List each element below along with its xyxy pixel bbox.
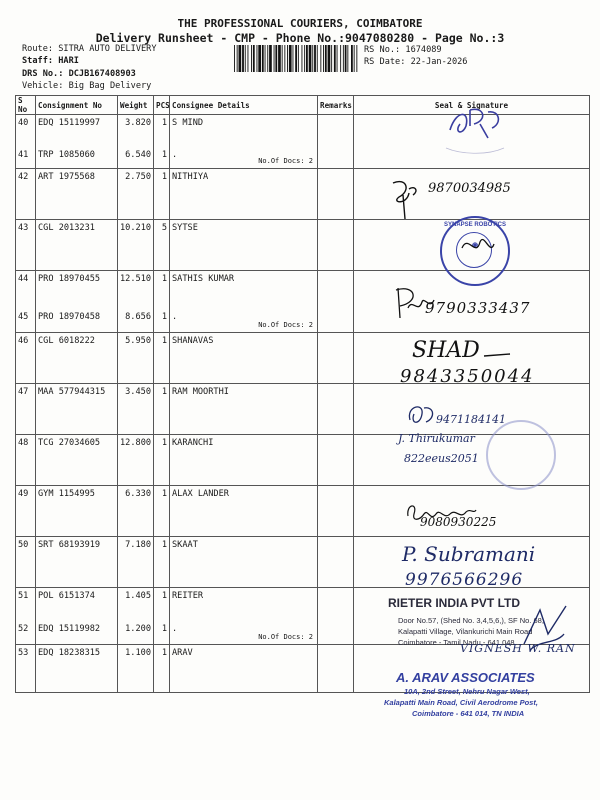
cell-sno	[16, 486, 36, 537]
cell-remarks	[318, 115, 354, 169]
cell-remarks	[318, 220, 354, 271]
cell-consignee	[170, 115, 318, 147]
arav-stamp-line3: Coimbatore - 641 014, TN INDIA	[412, 709, 525, 718]
signature-scribble-43	[458, 232, 498, 262]
rs-number: RS No.: 1674089	[364, 45, 442, 55]
cell-consignee	[170, 537, 318, 588]
rieter-stamp-line3: Coimbatore - Tamil Nadu - 641 048	[398, 638, 515, 647]
cell-consignee-text: SYTSE	[172, 223, 198, 233]
barcode-bar	[306, 45, 308, 72]
cell-consignment-text: MAA 577944315	[38, 387, 106, 397]
cell-weight-text: 12.800	[120, 438, 152, 448]
barcode-bar	[284, 45, 285, 72]
cell-consignee-text: SHANAVAS	[172, 336, 214, 346]
cell-consignment	[36, 537, 118, 588]
cell-consignment-text: EDQ 15119982	[38, 623, 101, 634]
company-title: THE PROFESSIONAL COURIERS, COIMBATORE	[177, 17, 423, 30]
cell-consignee-text: .	[172, 149, 178, 160]
cell-weight	[118, 169, 154, 220]
cell-consignment-text: GYM 1154995	[38, 489, 95, 499]
cell-pcs-text: 1	[161, 489, 167, 499]
cell-weight-text: 2.750	[125, 172, 151, 182]
cell-weight	[118, 220, 154, 271]
cell-consignment	[36, 486, 118, 537]
cell-consignee-text: REITER	[172, 591, 204, 601]
barcode-bar	[234, 45, 235, 72]
rieter-stamp-title: RIETER INDIA PVT LTD	[388, 596, 520, 610]
cell-weight-text: 12.510	[120, 274, 152, 284]
cell-pcs	[154, 435, 170, 486]
barcode-bar	[265, 45, 266, 72]
cell-sno	[16, 435, 36, 486]
cell-pcs-text: 1	[161, 648, 167, 658]
cell-consignee	[170, 621, 318, 645]
cell-consignee	[170, 486, 318, 537]
cell-weight-text: 3.820	[125, 118, 151, 128]
cell-remarks	[318, 271, 354, 333]
cell-consignee	[170, 333, 318, 384]
barcode-bar	[257, 45, 258, 72]
barcode-bar	[328, 45, 331, 72]
cell-sno-text: 48	[18, 438, 29, 448]
cell-consignment-text: PRO 18970458	[38, 311, 101, 322]
cell-weight-text: 1.100	[125, 648, 151, 658]
cell-sno-text: 46	[18, 336, 29, 346]
cell-consignee-text: NITHIYA	[172, 172, 209, 182]
route-label: Route: SITRA AUTO DELIVERY	[22, 44, 157, 54]
arav-stamp-line1: 10A, 2nd Street, Nehru Nagar West,	[404, 687, 530, 696]
cell-consignment-text: PRO 18970455	[38, 274, 101, 284]
cell-remarks	[318, 588, 354, 645]
cell-pcs	[154, 333, 170, 384]
barcode-bar	[312, 45, 313, 72]
cell-weight-text: 6.330	[125, 489, 151, 499]
barcode-bar	[317, 45, 318, 72]
cell-weight	[118, 309, 154, 333]
cell-consignee-text: S MIND	[172, 118, 204, 128]
col-header-sno: S No	[16, 96, 36, 115]
rieter-stamp-line1: Door No.57, (Shed No. 3,4,5,6,), SF No. 68,	[398, 616, 544, 625]
barcode-bar	[325, 45, 327, 72]
cell-consignment	[36, 309, 118, 333]
barcode-bar	[337, 45, 338, 72]
barcode-bar	[278, 45, 281, 72]
rieter-stamp-line2: Kalapatti Village, Vilankurichi Main Road	[398, 627, 533, 636]
handwritten-signature-46: SHAD	[412, 338, 480, 363]
cell-remarks	[318, 486, 354, 537]
cell-weight-text: 8.656	[125, 311, 151, 322]
cell-sno	[16, 271, 36, 309]
barcode-bar	[314, 45, 316, 72]
cell-sno	[16, 309, 36, 333]
staff-label: Staff: HARI	[22, 56, 79, 66]
barcode-bar	[347, 45, 348, 72]
handwritten-phone-46: 9843350044	[400, 366, 535, 387]
cell-sno	[16, 588, 36, 621]
barcode-bar	[267, 45, 268, 72]
col-header-consignee: Consignee Details	[170, 96, 318, 115]
cell-weight-text: 1.200	[125, 623, 151, 634]
cell-pcs-text: 1	[161, 149, 167, 160]
cell-consignee-text: RAM MOORTHI	[172, 387, 229, 397]
cell-pcs-text: 1	[161, 274, 167, 284]
col-header-remarks: Remarks	[318, 96, 354, 115]
cell-consignee-text: SATHIS KUMAR	[172, 274, 235, 284]
cell-pcs-text: 1	[161, 540, 167, 550]
cell-remarks	[318, 333, 354, 384]
cell-consignee	[170, 435, 318, 486]
barcode-bar	[245, 45, 246, 72]
handwritten-number-48: 822eeus2051	[404, 452, 479, 465]
cell-sno	[16, 537, 36, 588]
cell-sno-text: 45	[18, 311, 29, 322]
rs-date: RS Date: 22-Jan-2026	[364, 57, 468, 67]
cell-pcs	[154, 220, 170, 271]
barcode-bar	[320, 45, 321, 72]
barcode-bar	[275, 45, 277, 72]
cell-consignee	[170, 588, 318, 621]
signature-scribble-47	[404, 400, 438, 430]
cell-sno-text: 43	[18, 223, 29, 233]
handwritten-phone-49: 9080930225	[420, 515, 497, 529]
arav-stamp-line2: Kalapatti Main Road, Civil Aerodrome Post,	[384, 698, 538, 707]
cell-sno-text: 52	[18, 623, 29, 634]
cell-weight-text: 7.180	[125, 540, 151, 550]
barcode-bar	[351, 45, 353, 72]
cell-consignment	[36, 621, 118, 645]
barcode-bar	[237, 45, 238, 72]
cell-sno	[16, 115, 36, 147]
cell-pcs-text: 1	[161, 172, 167, 182]
cell-consignee-text: ALAX LANDER	[172, 489, 229, 499]
cell-weight-text: 5.950	[125, 336, 151, 346]
handwritten-signature-52: VIGNESH W. RAN	[460, 642, 576, 655]
barcode-bar	[298, 45, 299, 72]
signature-underline-46	[482, 350, 512, 360]
docs-count: No.Of Docs: 2	[258, 157, 313, 165]
cell-weight	[118, 588, 154, 621]
barcode-bar	[251, 45, 252, 72]
cell-pcs-text: 1	[161, 387, 167, 397]
docs-count: No.Of Docs: 2	[258, 633, 313, 641]
cell-consignment-text: TRP 1085060	[38, 149, 95, 160]
handwritten-phone-47: 9471184141	[436, 413, 506, 426]
cell-sno-text: 47	[18, 387, 29, 397]
cell-pcs	[154, 169, 170, 220]
cell-weight	[118, 333, 154, 384]
cell-sno-text: 49	[18, 489, 29, 499]
barcode-image	[234, 45, 360, 72]
cell-sno-text: 50	[18, 540, 29, 550]
handwritten-phone-50: 9976566296	[405, 570, 524, 590]
cell-sno-text: 41	[18, 149, 29, 160]
cell-consignee	[170, 220, 318, 271]
barcode-bar	[356, 45, 357, 72]
drs-label: DRS No.: DCJB167408903	[22, 69, 136, 79]
cell-consignment	[36, 220, 118, 271]
cell-pcs-text: 1	[161, 336, 167, 346]
cell-weight	[118, 486, 154, 537]
barcode-bar	[262, 45, 264, 72]
barcode-bar	[354, 45, 355, 72]
barcode-bar	[248, 45, 249, 72]
cell-pcs	[154, 147, 170, 169]
barcode-bar	[340, 45, 341, 72]
cell-weight	[118, 621, 154, 645]
cell-consignment	[36, 115, 118, 147]
cell-sno-text: 42	[18, 172, 29, 182]
cell-remarks	[318, 384, 354, 435]
cell-consignment	[36, 588, 118, 621]
cell-sno-text: 40	[18, 118, 29, 128]
cell-consignee	[170, 271, 318, 309]
cell-pcs-text: 1	[161, 623, 167, 634]
cell-consignment-text: TCG 27034605	[38, 438, 101, 448]
synapse-stamp-text: SYNAPSE ROBOTICS	[444, 222, 507, 228]
cell-sno	[16, 147, 36, 169]
cell-weight-text: 6.540	[125, 149, 151, 160]
cell-consignee	[170, 147, 318, 169]
cell-consignment	[36, 435, 118, 486]
barcode-bar	[269, 45, 272, 72]
cell-pcs	[154, 588, 170, 621]
cell-sno	[16, 384, 36, 435]
cell-consignment-text: CGL 6018222	[38, 336, 95, 346]
barcode-bar	[253, 45, 255, 72]
handwritten-signature-50: P. Subramani	[402, 542, 536, 566]
cell-sno	[16, 645, 36, 693]
barcode-bar	[242, 45, 244, 72]
handwritten-phone-42: 9870034985	[428, 181, 511, 196]
cell-consignee	[170, 645, 318, 693]
cell-pcs-text: 1	[161, 591, 167, 601]
cell-weight	[118, 115, 154, 147]
cell-remarks	[318, 537, 354, 588]
cell-weight	[118, 271, 154, 309]
cell-pcs	[154, 645, 170, 693]
cell-consignment	[36, 147, 118, 169]
barcode-bar	[309, 45, 312, 72]
cell-sno	[16, 169, 36, 220]
runsheet-subtitle: Delivery Runsheet - CMP - Phone No.:9047080280 - Page No.:3	[95, 31, 505, 45]
col-header-pcs: PCS	[154, 96, 170, 115]
cell-consignment-text: SRT 68193919	[38, 540, 101, 550]
cell-consignment-text: ART 1975568	[38, 172, 95, 182]
synapse-stamp: ◉	[440, 216, 510, 286]
cell-remarks	[318, 169, 354, 220]
cell-consignment-text: EDQ 18238315	[38, 648, 101, 658]
barcode-bar	[293, 45, 294, 72]
barcode-bar	[239, 45, 242, 72]
barcode-bar	[345, 45, 347, 72]
docs-count: No.Of Docs: 2	[258, 321, 313, 329]
cell-pcs	[154, 621, 170, 645]
barcode-bar	[287, 45, 288, 72]
barcode-bar	[304, 45, 305, 72]
barcode-bar	[334, 45, 336, 72]
vehicle-label: Vehicle: Big Bag Delivery	[22, 81, 152, 91]
cell-sno-text: 53	[18, 648, 29, 658]
cell-sno	[16, 220, 36, 271]
cell-consignee	[170, 169, 318, 220]
cell-weight	[118, 537, 154, 588]
cell-consignment-text: CGL 2013231	[38, 223, 95, 233]
cell-remarks	[318, 645, 354, 693]
barcode-bar	[282, 45, 283, 72]
cell-sno-text: 51	[18, 591, 29, 601]
col-header-weight: Weight	[118, 96, 154, 115]
cell-pcs	[154, 115, 170, 147]
cell-weight	[118, 645, 154, 693]
barcode-bar	[343, 45, 344, 72]
cell-pcs	[154, 486, 170, 537]
cell-sno	[16, 333, 36, 384]
cell-weight	[118, 384, 154, 435]
cell-remarks	[318, 435, 354, 486]
barcode-bar	[302, 45, 303, 72]
handwritten-name-48: J. Thirukumar	[398, 432, 475, 445]
cell-pcs-text: 1	[161, 438, 167, 448]
cell-consignment	[36, 384, 118, 435]
cell-weight-text: 3.450	[125, 387, 151, 397]
cell-consignee-text: ARAV	[172, 648, 193, 658]
cell-pcs	[154, 384, 170, 435]
cell-weight-text: 1.405	[125, 591, 151, 601]
signature-scribble-42	[385, 175, 425, 223]
signature-scribble-40	[440, 102, 510, 162]
cell-pcs-text: 5	[161, 223, 167, 233]
cell-sno	[16, 621, 36, 645]
arav-stamp-title: A. ARAV ASSOCIATES	[396, 670, 535, 685]
cell-sno-text: 44	[18, 274, 29, 284]
cell-consignee-text: .	[172, 623, 178, 634]
cell-consignment	[36, 645, 118, 693]
cell-weight-text: 10.210	[120, 223, 152, 233]
cell-pcs	[154, 309, 170, 333]
cell-pcs-text: 1	[161, 311, 167, 322]
cell-weight	[118, 435, 154, 486]
handwritten-phone-44: 9790333437	[425, 299, 531, 317]
cell-signature	[354, 384, 590, 435]
cell-consignment	[36, 333, 118, 384]
cell-pcs	[154, 271, 170, 309]
cell-consignee	[170, 384, 318, 435]
faded-round-stamp-48	[486, 420, 556, 490]
col-header-signature: Seal & Signature	[354, 96, 590, 115]
barcode-bar	[274, 45, 275, 72]
cell-consignee	[170, 309, 318, 333]
barcode-bar	[289, 45, 292, 72]
cell-consignee-text: SKAAT	[172, 540, 198, 550]
cell-pcs-text: 1	[161, 118, 167, 128]
cell-weight	[118, 147, 154, 169]
table-row	[16, 486, 590, 537]
cell-consignee-text: KARANCHI	[172, 438, 214, 448]
cell-consignment	[36, 271, 118, 309]
barcode-bar	[323, 45, 324, 72]
barcode-bar	[295, 45, 297, 72]
col-header-consignment: Consignment No	[36, 96, 118, 115]
cell-consignment-text: EDQ 15119997	[38, 118, 101, 128]
cell-consignee-text: .	[172, 311, 178, 322]
cell-pcs	[154, 537, 170, 588]
barcode-bar	[331, 45, 332, 72]
barcode-bar	[258, 45, 261, 72]
cell-consignment	[36, 169, 118, 220]
cell-consignment-text: POL 6151374	[38, 591, 95, 601]
